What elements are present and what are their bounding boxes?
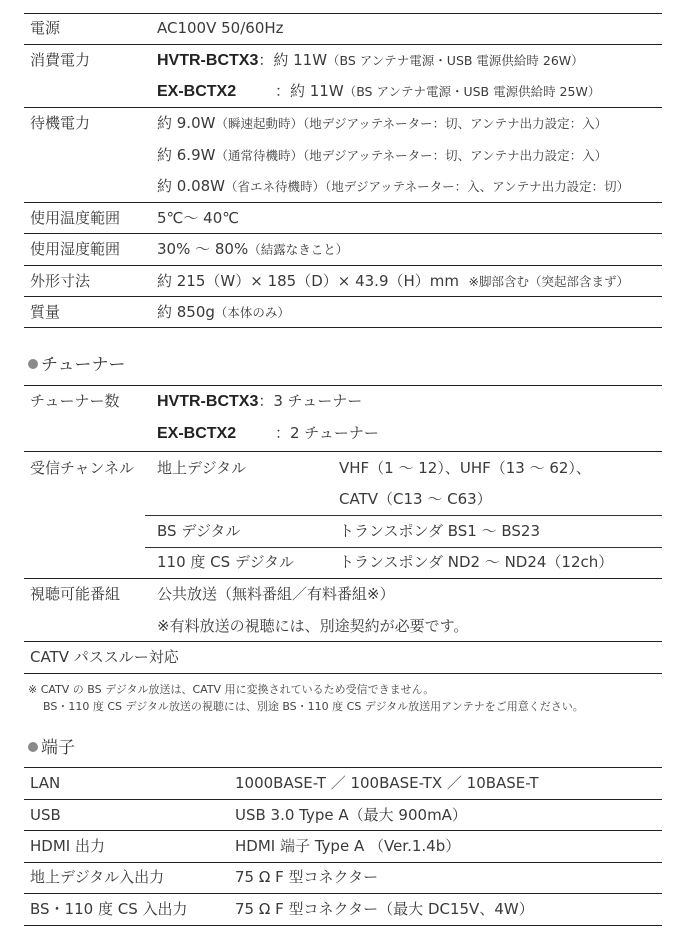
divider (24, 799, 662, 800)
standby-row (157, 176, 629, 197)
bullet-icon (28, 742, 38, 752)
spec-label-programs: 視聴可能番組 (30, 585, 121, 603)
section-heading-text: 端子 (41, 738, 75, 758)
model-row (157, 81, 600, 102)
standby-note: （通常待機時）（地デジアッテネーター：切、アンテナ出力設定：入） (215, 148, 608, 163)
spec-label-weight: 質量 (30, 303, 61, 321)
terminal-value-hdmi: HDMI 端子 Type A （Ver.1.4b） (235, 837, 461, 855)
divider (24, 296, 662, 297)
bullet-icon (28, 359, 38, 369)
divider (24, 893, 662, 894)
weight-note: （本体のみ） (214, 305, 290, 320)
divider (24, 385, 662, 386)
standby-row (157, 113, 607, 134)
channel-range: CATV（C13 ～ C63） (339, 490, 492, 508)
standby-value: 約 9.0W (157, 114, 216, 132)
divider (24, 925, 662, 926)
spec-label-dimensions: 外形寸法 (30, 272, 91, 290)
model-name: EX-BCTX2 (157, 425, 237, 442)
programs-note: ※有料放送の視聴には、別途契約が必要です。 (157, 617, 469, 635)
terminal-label-hdmi: HDMI 出力 (30, 837, 105, 855)
terminal-value-bs-cs: 75 Ω F 型コネクター（最大 DC15V、4W） (235, 900, 534, 918)
channel-range: トランスポンダ ND2 ～ ND24（12ch） (339, 553, 614, 571)
standby-note: （瞬速起動時）（地デジアッテネーター：切、アンテナ出力設定：入） (215, 116, 608, 131)
divider (24, 830, 662, 831)
terminal-value-terrestrial: 75 Ω F 型コネクター (235, 868, 379, 886)
divider (24, 107, 662, 108)
divider (24, 44, 662, 45)
footnote: ※ CATV の BS デジタル放送は、CATV 用に変換されているため受信できません。 (28, 683, 435, 696)
divider (24, 202, 662, 203)
model-note: （BS アンテナ電源・USB 電源供給時 26W） (327, 53, 584, 68)
standby-row (157, 145, 607, 166)
model-value: ：3 チューナー (258, 392, 363, 410)
spec-value-temperature: 5℃～ 40℃ (157, 209, 240, 227)
divider (24, 233, 662, 234)
divider (24, 451, 662, 452)
catv-passthrough: CATV パススルー対応 (30, 648, 179, 666)
channel-range: VHF（1 ～ 12）、UHF（13 ～ 62）、 (339, 459, 591, 477)
model-name: HVTR-BCTX3 (157, 393, 259, 410)
terminal-label-bs-cs: BS・110 度 CS 入出力 (30, 900, 188, 918)
model-name: HVTR-BCTX3 (157, 52, 259, 69)
standby-note: （省エネ待機時）（地デジアッテネーター：入、アンテナ出力設定：切） (225, 179, 630, 194)
divider (24, 265, 662, 266)
weight-value: 約 850g (157, 303, 215, 321)
programs-value: 公共放送（無料番組／有料番組※） (157, 585, 395, 603)
divider (145, 515, 662, 516)
channel-range: トランスポンダ BS1 ～ BS23 (339, 522, 540, 540)
divider (24, 13, 662, 14)
standby-value: 約 6.9W (157, 146, 216, 164)
spec-label-humidity: 使用湿度範囲 (30, 240, 121, 258)
channel-type: 地上デジタル (157, 459, 247, 477)
divider (24, 862, 662, 863)
humidity-note: （結露なきこと） (248, 242, 349, 257)
terminal-label-terrestrial: 地上デジタル入出力 (30, 868, 165, 886)
divider (24, 767, 662, 768)
spec-label-power-source: 電源 (30, 19, 61, 37)
model-value: ：約 11W (275, 82, 344, 100)
spec-label-channels: 受信チャンネル (30, 459, 135, 477)
channel-type: 110 度 CS デジタル (157, 553, 295, 571)
spec-value-weight (157, 302, 290, 323)
dimensions-note: ※脚部含む（突起部含まず） (468, 274, 630, 289)
spec-label-tuner-count: チューナー数 (30, 392, 120, 410)
standby-value: 約 0.08W (157, 177, 225, 195)
spec-label-standby-power: 待機電力 (30, 114, 91, 132)
spec-value-dimensions (157, 271, 629, 292)
model-row (157, 423, 379, 444)
terminal-label-usb: USB (30, 806, 61, 824)
model-note: （BS アンテナ電源・USB 電源供給時 25W） (343, 84, 601, 99)
spec-value-power-source: AC100V 50/60Hz (157, 19, 284, 37)
spec-value-humidity (157, 239, 348, 260)
spec-label-temperature: 使用温度範囲 (30, 209, 121, 227)
terminal-value-usb: USB 3.0 Type A（最大 900mA） (235, 806, 467, 824)
footnote: BS・110 度 CS デジタル放送の視聴には、別途 BS・110 度 CS デジタル放送用アンテナをご用意ください。 (43, 700, 584, 713)
section-heading-tuner (28, 354, 126, 376)
section-heading-text: チューナー (41, 355, 126, 375)
dimensions-value: 約 215（W）× 185（D）× 43.9（H）mm (157, 272, 459, 290)
model-value: ：約 11W (258, 51, 328, 69)
channel-type: BS デジタル (157, 522, 241, 540)
model-value: ：2 チューナー (275, 424, 379, 442)
section-heading-terminals (28, 737, 75, 759)
humidity-range: 30% ～ 80% (157, 240, 249, 258)
terminal-label-lan: LAN (30, 774, 61, 792)
divider (24, 578, 662, 579)
divider (24, 673, 662, 674)
divider (145, 547, 662, 548)
divider (24, 327, 662, 328)
spec-label-power-consumption: 消費電力 (30, 51, 91, 69)
divider (24, 641, 662, 642)
model-row (157, 50, 584, 71)
terminal-value-lan: 1000BASE-T ／ 100BASE-TX ／ 10BASE-T (235, 774, 539, 792)
model-name: EX-BCTX2 (157, 83, 237, 100)
model-row (157, 391, 362, 412)
